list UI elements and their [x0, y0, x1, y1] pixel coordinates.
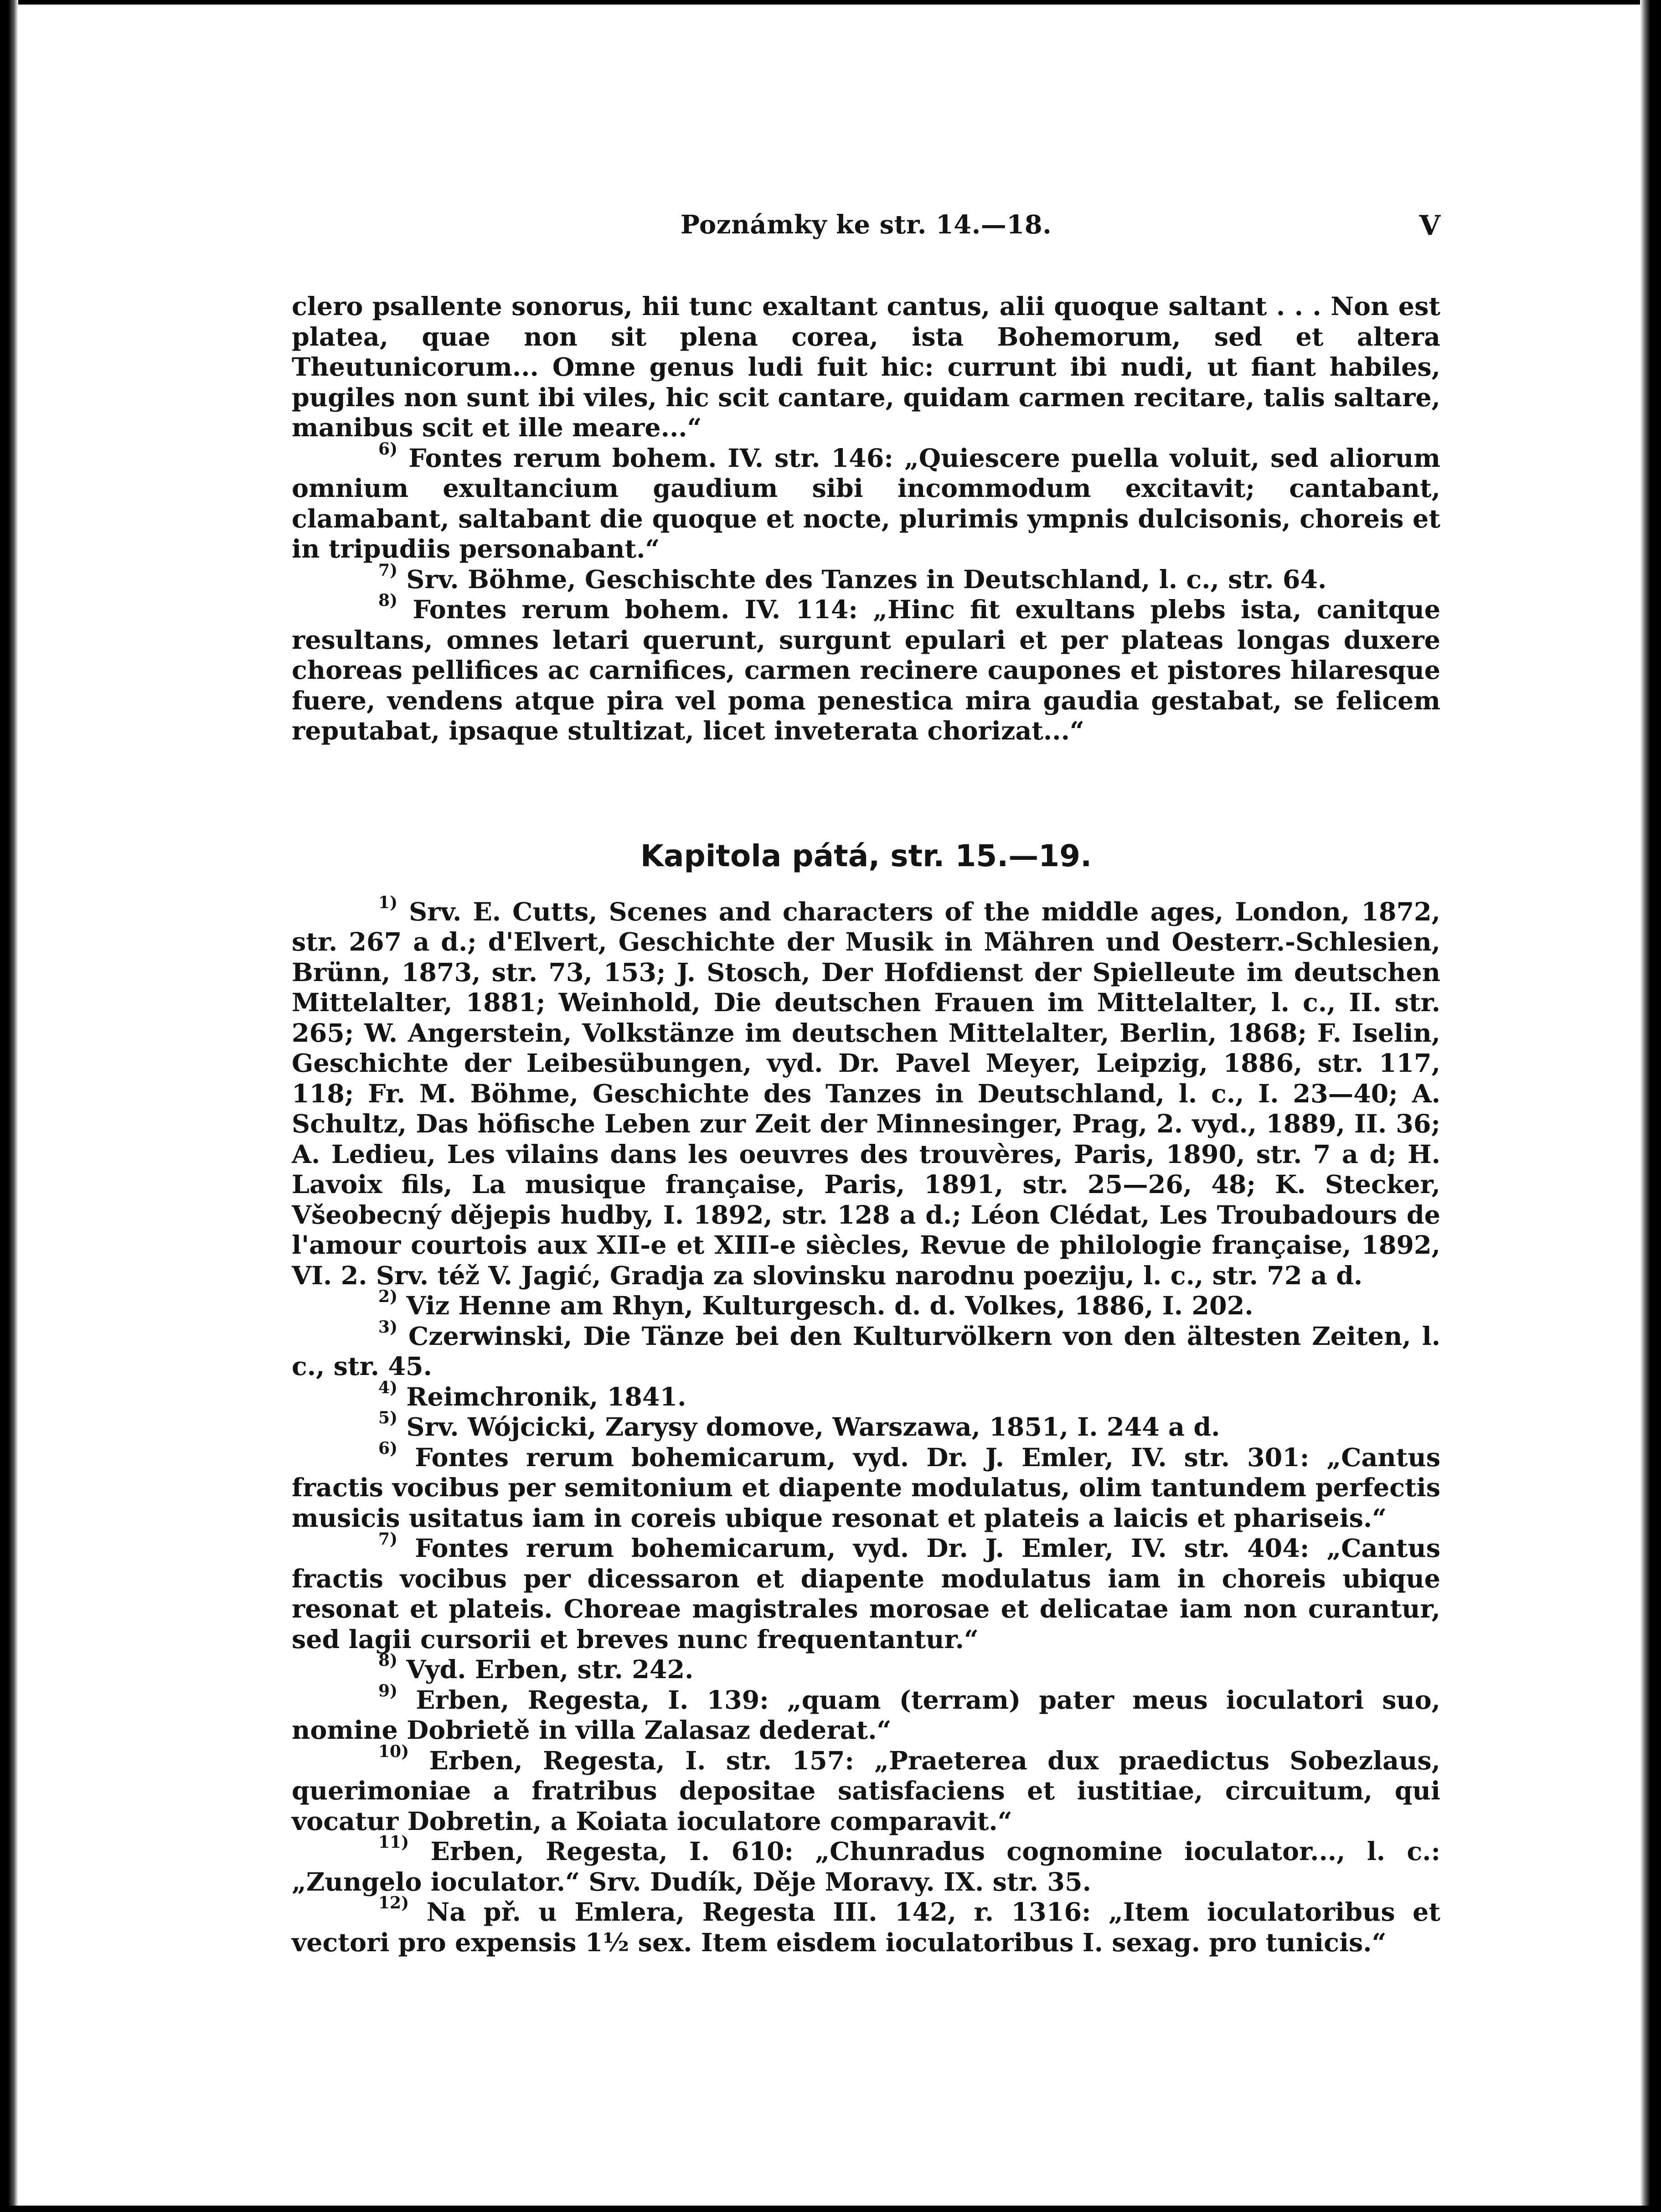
footnote-marker: 10): [378, 1742, 409, 1761]
footnote-text: Fontes rerum bohemicarum, vyd. Dr. J. Emler, IV. str. 301: „Cantus fractis vocibus per semitonium et diapente modulatus, olim tantundem perfectis musicis usitatus iam in coreis ubique resonat et plateis a laicis et phariseis.“: [292, 1442, 1440, 1533]
footnote-marker: 8): [378, 1651, 398, 1670]
footnote-text: Erben, Regesta, I. 610: „Chunradus cognomine ioculator..., l. c.: „Zungelo ioculator.“ Srv. Dudík, Děje Moravy. IX. str. 35.: [292, 1837, 1440, 1897]
footnote-marker: 4): [378, 1378, 398, 1397]
footnote: [292, 439, 1440, 565]
footnote-text: Erben, Regesta, I. 139: „quam (terram) pater meus ioculatori suo, nomine Dobrietě in villa Zalasaz dederat.“: [292, 1685, 1441, 1745]
footnote-text: Reimchronik, 1841.: [406, 1382, 686, 1412]
footnote-marker: 7): [378, 560, 398, 580]
footnote-marker: 6): [378, 1438, 398, 1458]
footnote-marker: 6): [378, 439, 398, 459]
footnote-text: Srv. E. Cutts, Scenes and characters of the middle ages, London, 1872, str. 267 a d.; d'Elvert, Geschichte der Musik in Mähren und Oesterr.-Schlesien, Brünn, 1873, str. 73, 153; J. Stosch, Der Hofdienst der Spielleute im deutschen Mittelalter, 1881; Weinhold, Die deutschen Frauen im Mittelalter, l. c., II. str. 265; W. Angerstein, Volkstänze im deutschen Mittelalter, Berlin, 1868; F. Iselin, Geschichte der Leibesübungen, vyd. Dr. Pavel Meyer, Leipzig, 1886, str. 117, 118; Fr. M. Böhme, Geschichte des Tanzes in Deutschland, l. c., I. 23—40; A. Schultz, Das höfische Leben zur Zeit der Minnesinger, Prag, 2. vyd., 1889, II. 36; A. Ledieu, Les vilains dans les oeuvres des trouvères, Paris, 1890, str. 7 a d; H. Lavoix fils, La musique française, Paris, 1891, str. 25—26, 48; K. Stecker, Všeobecný dějepis hudby, I. 1892, str. 128 a d.; Léon Clédat, Les Troubadours de l'amour courtois aux XII-e et XIII-e siècles, Revue de philologie française, 1892, VI. 2. Srv. též V. Jagić, Gradja za slovinsku narodnu poeziju, l. c., str. 72 a d.: [292, 897, 1440, 1291]
footnote-text: Fontes rerum bohemicarum, vyd. Dr. J. Emler, IV. str. 404: „Cantus fractis vocibus per dicessaron et diapente modulatus iam in choreis ubique resonat et plateis. Choreae magistrales morosae et delicatae iam non curantur, sed lagii cursorii et breves nunc frequentantur.“: [292, 1534, 1440, 1654]
footnote-text: Fontes rerum bohem. IV. str. 146: „Quiescere puella voluit, sed aliorum omnium exultancium gaudium sibi incommodum excitavit; cantabant, clamabant, saltabant die quoque et nocte, plurimis ympnis dulcisonis, choreis et in tripudiis personabant.“: [292, 443, 1440, 564]
footnote: [292, 1317, 1440, 1382]
footnote: [292, 591, 1440, 747]
footnote: [292, 1833, 1440, 1897]
footnote-marker: 5): [378, 1408, 398, 1427]
footnote-text: clero psallente sonorus, hii tunc exaltant cantus, alii quoque saltant . . . Non est platea, quae non sit plena corea, ista Bohemorum, sed et altera Theutunicorum... Omne genus ludi fuit hic: currunt ibi nudi, ut fiant habiles, pugiles non sunt ibi viles, hic scit cantare, quidam carmen recitare, talis saltare, manibus scit et ille meare...“: [292, 292, 1440, 443]
footnote-text: Czerwinski, Die Tänze bei den Kulturvölkern von den ältesten Zeiten, l. c., str. 45.: [292, 1321, 1440, 1381]
scan-bottom-edge: [0, 2206, 1661, 2212]
footnote-text: Vyd. Erben, str. 242.: [406, 1655, 694, 1685]
footnote: [292, 1530, 1440, 1655]
footnote: [292, 893, 1440, 1292]
footnote: [292, 1438, 1440, 1534]
footnote: [292, 1651, 1440, 1685]
page-number: V: [1419, 210, 1440, 242]
page-header: [292, 201, 1440, 251]
footnote-marker: 7): [378, 1530, 398, 1549]
footnote-marker: 1): [378, 893, 398, 912]
footnote-text: Na př. u Emlera, Regesta III. 142, r. 1316: „Item ioculatoribus et vectori pro expensis 1½ sex. Item eisdem ioculatoribus I. sexag. pro tunicis.“: [292, 1897, 1440, 1958]
footnote-text: Viz Henne am Rhyn, Kulturgesch. d. d. Volkes, 1886, I. 202.: [406, 1291, 1253, 1321]
footnote: [292, 1742, 1441, 1837]
footnote-marker: 2): [378, 1287, 398, 1306]
footnote-marker: 12): [378, 1893, 409, 1912]
scan-top-edge: [0, 0, 1661, 5]
footnote-text: Erben, Regesta, I. str. 157: „Praeterea dux praedictus Sobezlaus, querimoniae a fratribus depositae satisfaciens et iustitiae, circuitum, qui vocatur Dobretin, a Koiata ioculatore comparavit.“: [292, 1746, 1441, 1836]
page-body: [292, 292, 1440, 1958]
section-title: Kapitola pátá, str. 15.—19.: [640, 838, 1092, 873]
footnote-marker: 9): [378, 1681, 398, 1700]
footnote-text: Srv. Böhme, Geschischte des Tanzes in Deutschland, l. c., str. 64.: [406, 564, 1327, 594]
scan-right-edge: [1640, 0, 1661, 2212]
footnote-text: Fontes rerum bohem. IV. 114: „Hinc fit exultans plebs ista, canitque resultans, omnes letari querunt, surgunt epulari et per plateas longas duxere choreas pellifices ac carnifices, carmen recinere caupones et pistores hilaresque fuere, vendens atque pira vel poma penestica mira gaudia gestabat, se felicem reputabat, ipsaque stultizat, licet inveterata chorizat...“: [292, 595, 1440, 746]
footnote: [292, 1408, 1440, 1443]
footnote: [292, 1287, 1440, 1322]
footnote: [292, 292, 1440, 444]
footnote: [292, 1681, 1441, 1746]
footnote: [292, 1378, 1440, 1413]
footnote-marker: 11): [378, 1833, 409, 1852]
footnote-marker: 3): [378, 1317, 398, 1337]
footnote-marker: 8): [378, 591, 398, 610]
scan-left-edge: [0, 0, 18, 2212]
footnote: [292, 560, 1440, 595]
running-head: Poznámky ke str. 14.—18.: [680, 210, 1052, 240]
footnote-text: Srv. Wójcicki, Zarysy domove, Warszawa, 1851, I. 244 a d.: [406, 1412, 1220, 1442]
footnote: [292, 1893, 1440, 1958]
notes-continued: [292, 292, 1440, 747]
notes-chapter-five: [292, 893, 1441, 1959]
